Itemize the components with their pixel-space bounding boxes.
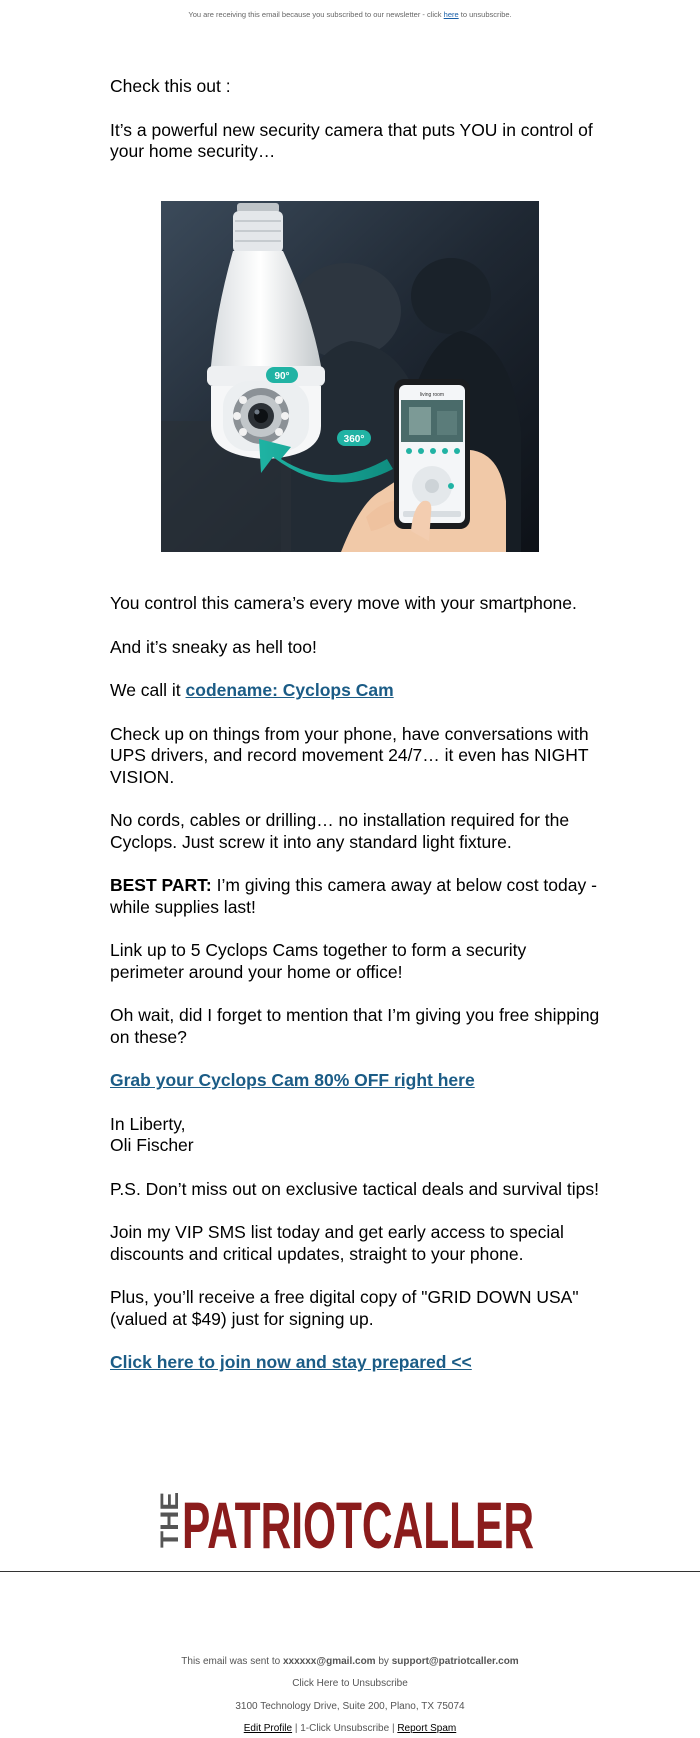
footer-divider	[0, 1571, 700, 1572]
unsubscribe-link[interactable]: Click Here to Unsubscribe	[292, 1678, 408, 1689]
one-click-unsubscribe-link[interactable]: 1-Click Unsubscribe	[300, 1723, 390, 1734]
grid-down-text: Plus, you’ll receive a free digital copy of "GRID DOWN USA" (valued at $49) just for signing up.	[110, 1287, 579, 1329]
join-sms-link[interactable]: Click here to join now and stay prepared <<	[110, 1352, 472, 1372]
hero-image[interactable]	[161, 201, 539, 552]
footer-sep: |	[292, 1723, 301, 1734]
camera-product-illustration	[161, 201, 539, 552]
control-text: You control this camera’s every move with your smartphone.	[110, 593, 577, 613]
logo-name-text: PATRIOTCALLER	[182, 1490, 534, 1552]
lead-text: It’s a powerful new security camera that puts YOU in control of your home security…	[110, 119, 593, 161]
email-body-lower	[110, 593, 600, 1374]
sent-to-line	[0, 1656, 700, 1667]
footer-sep: |	[389, 1723, 398, 1734]
sent-to-prefix: This email was sent to	[181, 1656, 283, 1667]
report-spam-link[interactable]: Report Spam	[397, 1723, 457, 1734]
preheader-text: You are receiving this email because you subscribed to our newsletter - click	[188, 10, 444, 19]
codename-link[interactable]: codename: Cyclops Cam	[185, 680, 394, 700]
preheader-text-end: to unsubscribe.	[458, 10, 512, 19]
intro-text: Check this out :	[110, 76, 231, 96]
best-part-paragraph	[110, 875, 600, 918]
grab-cam-link[interactable]: Grab your Cyclops Cam 80% OFF right here	[110, 1070, 475, 1090]
install-text: No cords, cables or drilling… no installation required for the Cyclops. Just screw it into any standard light fixture.	[110, 810, 570, 852]
codename-prefix: We call it	[110, 680, 186, 700]
postal-address: 3100 Technology Drive, Suite 200, Plano, TX 75074	[235, 1701, 465, 1712]
sign-off-line: In Liberty,	[110, 1113, 186, 1134]
sender-email: support@patriotcaller.com	[391, 1656, 519, 1667]
preheader	[0, 10, 700, 20]
codename-paragraph	[110, 680, 600, 702]
link-up-text: Link up to 5 Cyclops Cams together to form a security perimeter around your home or office!	[110, 940, 527, 982]
best-part-text: I’m giving this camera away at below cost today - while supplies last!	[110, 875, 597, 917]
edit-profile-link[interactable]: Edit Profile	[243, 1723, 293, 1734]
vip-text: Join my VIP SMS list today and get early access to special discounts and critical updates, straight to your phone.	[110, 1222, 564, 1264]
features-text: Check up on things from your phone, have conversations with UPS drivers, and record movement 24/7… it even has NIGHT VISION.	[110, 723, 589, 787]
recipient-email: xxxxxx@gmail.com	[283, 1656, 376, 1667]
sender-name: Oli Fischer	[110, 1135, 194, 1155]
sent-by-text: by	[375, 1656, 392, 1667]
phone-title-text: living room	[419, 392, 445, 398]
unsubscribe-here-link[interactable]: here	[443, 10, 459, 19]
shipping-text: Oh wait, did I forget to mention that I’m giving you free shipping on these?	[110, 1005, 600, 1047]
footer-links	[0, 1723, 700, 1734]
best-part-label: BEST PART:	[110, 875, 212, 895]
email-body	[110, 76, 600, 163]
sneaky-text: And it’s sneaky as hell too!	[110, 636, 317, 657]
badge-360-text: 360°	[343, 434, 365, 445]
ps-text: P.S. Don’t miss out on exclusive tactical deals and survival tips!	[110, 1178, 599, 1199]
badge-90-text: 90°	[274, 371, 290, 382]
patriot-caller-logo[interactable]	[0, 1490, 700, 1552]
logo-the-text: THE	[156, 1498, 184, 1548]
